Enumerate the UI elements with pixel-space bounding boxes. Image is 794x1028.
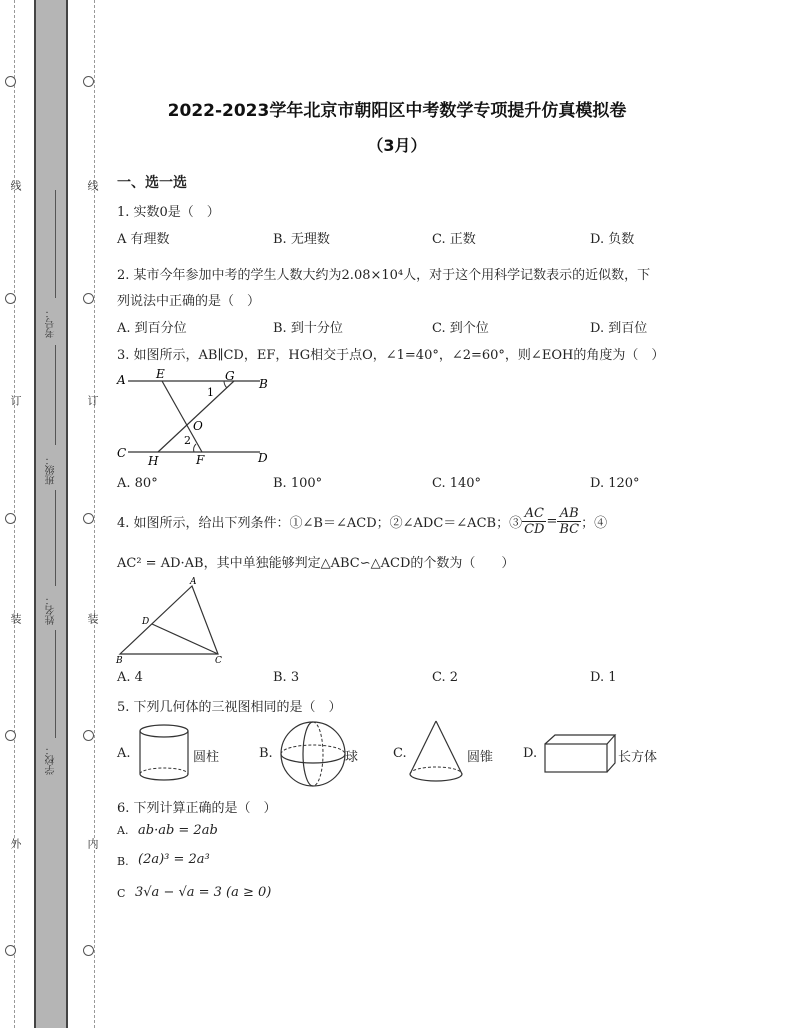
margin-char-ding-inner: 订 — [86, 395, 99, 406]
class-line[interactable] — [55, 345, 56, 445]
q6-option-a-expr: ab·ab = 2ab — [138, 823, 218, 838]
q3-option-a[interactable]: A. 80° — [117, 476, 158, 491]
frac2-numerator: AB — [557, 506, 581, 522]
q5-option-b-letter[interactable]: B. — [259, 746, 273, 761]
label-h: H — [148, 454, 159, 468]
q4-equals: = — [546, 513, 558, 529]
margin-char-zhuang: 装 — [9, 613, 22, 624]
q6-option-b-letter[interactable]: B. — [117, 855, 129, 868]
q2-option-b[interactable]: B. 到十分位 — [273, 321, 343, 336]
q1-stem: 1. 实数0是（ ） — [117, 205, 220, 220]
page-subtitle: （3月） — [367, 136, 427, 155]
label-e: E — [156, 367, 165, 381]
q5-option-a-letter[interactable]: A. — [117, 746, 131, 761]
label-d: D — [258, 451, 268, 465]
margin-char-ding: 订 — [9, 395, 22, 406]
cuboid-icon — [543, 732, 619, 776]
q4-option-b[interactable]: B. 3 — [273, 670, 300, 685]
binding-hole — [5, 293, 16, 304]
binding-hole — [5, 76, 16, 87]
q3-option-d[interactable]: D. 120° — [590, 476, 640, 491]
label-o: O — [193, 419, 203, 433]
q6-stem: 6. 下列计算正确的是（ ） — [117, 801, 277, 816]
triangle-abc — [120, 586, 218, 654]
margin-char-wai: 外 — [9, 838, 22, 849]
q5-option-c-name: 圆锥 — [467, 750, 494, 765]
q1-option-b[interactable]: B. 无理数 — [273, 232, 330, 247]
name-line[interactable] — [55, 490, 56, 586]
frac1-denominator: CD — [524, 521, 545, 537]
q4-stem-part1: 4. 如图所示，给出下列条件：①∠B＝∠ACD；②∠ADC＝∠ACB；③ — [117, 515, 523, 531]
q3-option-c[interactable]: C. 140° — [432, 476, 482, 491]
frac1-numerator: AC — [522, 506, 546, 522]
q2-option-a[interactable]: A. 到百分位 — [117, 321, 187, 336]
page-title: 2022-2023学年北京市朝阳区中考数学专项提升仿真模拟卷 — [167, 101, 627, 121]
label-b: B — [259, 377, 268, 391]
q6-option-b-expr: (2a)³ = 2a³ — [138, 852, 210, 867]
q6-option-c-expr: 3√a − √a = 3 (a ≥ 0) — [135, 885, 272, 900]
label-b: B — [116, 656, 123, 666]
q1-option-d[interactable]: D. 负数 — [590, 232, 635, 247]
label-c: C — [215, 656, 222, 666]
q5-option-b-name: 球 — [345, 750, 359, 765]
section-heading: 一、选一选 — [117, 175, 187, 191]
label-f: F — [196, 453, 205, 467]
q3-stem: 3. 如图所示，AB∥CD，EF，HG相交于点O，∠1=40°，∠2=60°，则∠EOH的角度为（ ） — [117, 348, 665, 363]
q3-option-b[interactable]: B. 100° — [273, 476, 323, 491]
angle-2-arc — [194, 444, 196, 452]
q2-option-d[interactable]: D. 到百位 — [590, 321, 648, 336]
label-a: A — [190, 577, 197, 587]
binding-hole — [83, 730, 94, 741]
binding-hole — [83, 945, 94, 956]
label-c: C — [117, 446, 127, 460]
school-line[interactable] — [55, 630, 56, 738]
label-a: A — [117, 373, 126, 387]
cone-icon — [405, 718, 467, 786]
margin-char-zhuang-inner: 装 — [86, 613, 99, 624]
binding-hole — [83, 76, 94, 87]
margin-char-xian: 线 — [9, 180, 22, 191]
class-label: 班级： — [46, 455, 57, 485]
q6-option-a-letter[interactable]: A. — [117, 824, 129, 837]
school-label: 学校： — [46, 745, 57, 775]
q5-stem: 5. 下列几何体的三视图相同的是（ ） — [117, 700, 342, 715]
q5-option-a-name: 圆柱 — [193, 750, 220, 765]
q1-option-c[interactable]: C. 正数 — [432, 232, 476, 247]
q4-stem-part2: ；④ — [581, 515, 608, 531]
q4-triangle-figure — [112, 574, 232, 666]
binding-hole — [83, 513, 94, 524]
sphere-icon — [278, 719, 348, 789]
exam-number-line[interactable] — [55, 190, 56, 298]
margin-char-nei: 内 — [86, 838, 99, 849]
q4-fraction-ab-bc — [557, 506, 581, 537]
q2-option-c[interactable]: C. 到个位 — [432, 321, 489, 336]
binding-hole — [5, 945, 16, 956]
q4-stem-line1 — [117, 501, 607, 541]
q4-option-d[interactable]: D. 1 — [590, 670, 617, 685]
cylinder-icon — [134, 722, 194, 784]
q3-parallel-lines-figure — [110, 364, 290, 474]
q6-option-c-letter[interactable]: C — [117, 887, 126, 900]
name-label: 姓名： — [46, 595, 57, 625]
q4-stem-line2: AC² = AD·AB，其中单独能够判定△ABC∽△ACD的个数为（ ） — [117, 556, 515, 571]
label-g: G — [225, 369, 235, 383]
label-angle-1: 1 — [207, 386, 214, 399]
q4-fraction-ac-cd — [522, 506, 546, 537]
margin-char-xian-inner: 线 — [86, 180, 99, 191]
q1-option-a[interactable]: A 有理数 — [117, 232, 170, 247]
binding-hole — [5, 513, 16, 524]
q2-stem-line1: 2. 某市今年参加中考的学生人数大约为2.08×10⁴人，对于这个用科学记数表示的近似数，下 — [117, 268, 651, 283]
binding-hole — [5, 730, 16, 741]
q4-option-a[interactable]: A. 4 — [117, 670, 143, 685]
q2-stem-line2: 列说法中正确的是（ ） — [117, 294, 261, 309]
exam-number-label: 考号： — [46, 308, 57, 338]
q5-option-d-letter[interactable]: D. — [523, 746, 538, 761]
frac2-denominator: BC — [559, 521, 580, 537]
q5-option-d-name: 长方体 — [618, 750, 658, 765]
label-angle-2: 2 — [184, 434, 191, 447]
label-d: D — [142, 617, 150, 627]
q5-option-c-letter[interactable]: C. — [393, 746, 407, 761]
binding-hole — [83, 293, 94, 304]
q4-option-c[interactable]: C. 2 — [432, 670, 459, 685]
